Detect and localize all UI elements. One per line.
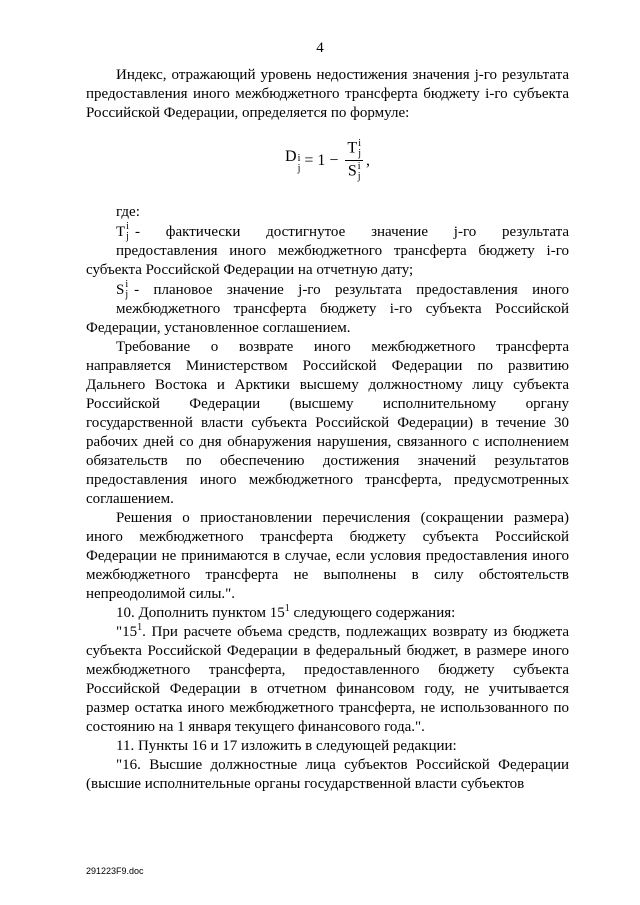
item-10-after: следующего содержания:: [289, 605, 456, 621]
formula-lhs-indices: [298, 154, 301, 174]
definition-S-line: [86, 280, 569, 300]
decisions-paragraph: Решения о приостановлении перечисления (сокращении размера) иного межбюджетного трансферта бюджету субъекта Российской Федерации не принимаются в случае, если условия предоставления иного межбюджетного трансферта не выполнены в силу обстоятельств непреодолимой силы.".: [86, 510, 569, 602]
formula-den-indices: [358, 162, 361, 182]
item-16-paragraph: "16. Высшие должностные лица субъектов Российской Федерации (высшие исполнительные органы государственной власти субъектов: [86, 757, 569, 792]
formula-tail: ,: [365, 151, 370, 169]
definition-S: [86, 280, 569, 338]
formula-numerator: [345, 139, 363, 161]
definition-T-indices: [126, 222, 129, 242]
formula-num-sup: i: [358, 137, 361, 149]
definition-S-first-line: - плановое значение j-го результата предоставления иного: [134, 281, 569, 298]
definition-S-letter: S: [116, 281, 125, 298]
formula-operator: = 1 −: [304, 151, 339, 169]
formula-lhs-symbol: D: [285, 147, 297, 165]
formula-num-symbol: T: [347, 139, 358, 157]
formula-den-sub: j: [357, 170, 361, 182]
item-15-before: "15: [116, 624, 138, 640]
item-15-1-paragraph: [86, 623, 569, 737]
formula-num-sub: j: [358, 147, 361, 159]
where-label: где:: [116, 204, 140, 220]
definition-T-sup: i: [126, 221, 129, 232]
item-10-sup: 1: [284, 603, 290, 614]
definition-S-rest: межбюджетного трансферта бюджету i-го субъекта Российской Федерации, установленное соглашением.: [86, 301, 569, 336]
definition-T-first-line: - фактически достигнутое значение j-го результата: [134, 223, 569, 240]
formula-lhs: [285, 147, 300, 174]
definition-T-line: [86, 222, 569, 242]
formula-den-symbol: S: [347, 162, 357, 180]
definition-T: [86, 222, 569, 280]
definition-S-sup: i: [125, 279, 129, 290]
definition-S-sub: j: [125, 289, 129, 300]
item-11-paragraph: 11. Пункты 16 и 17 изложить в следующей редакции:: [116, 738, 457, 754]
document-body: [86, 66, 569, 794]
definition-S-indices: [125, 280, 128, 300]
item-10-before: 10. Дополнить пунктом 15: [116, 605, 285, 621]
formula-denominator: [348, 161, 361, 182]
formula-num-indices: [358, 139, 361, 159]
formula-fraction: [345, 139, 363, 182]
file-footer: 291223F9.doc: [86, 866, 144, 876]
formula-den-sup: i: [357, 160, 361, 172]
item-10-paragraph: [86, 604, 569, 623]
formula-lhs-sup: i: [297, 152, 301, 164]
item-15-after: . При расчете объема средств, подлежащих возврату из бюджета субъекта Российской Федерации в федеральный бюджет, в размере иного межбюджетного трансферта, предоставленного бюджету субъекта Российской Федерации в отчетном финансовом году, не учитывается размер остатка иного межбюджетного трансферта, не использованного по состоянию на 1 января текущего финансового года.".: [86, 624, 569, 735]
index-formula: [86, 129, 569, 191]
definition-S-symbol: [116, 280, 128, 300]
definition-T-symbol: [116, 222, 129, 242]
requirement-paragraph: Требование о возврате иного межбюджетного трансферта направляется Министерством Российской Федерации по развитию Дальнего Востока и Арктики высшему должностному лицу субъекта Российской Федерации (высшему исполнительному органу государственной власти субъекта Российской Федерации) в течение 30 рабочих дней со дня обнаружения нарушения, связанного с исполнением обязательств по обеспечению достижения значений результатов предоставления иного межбюджетного трансферта, предусмотренных соглашением.: [86, 339, 569, 507]
item-15-sup: 1: [137, 622, 143, 633]
page-number: 4: [316, 40, 324, 56]
definition-T-sub: j: [126, 231, 129, 242]
formula-lhs-sub: j: [297, 162, 301, 174]
definition-T-letter: T: [116, 223, 126, 240]
definition-T-rest: предоставления иного межбюджетного трансферта бюджету i-го субъекта Российской Федерации на отчетную дату;: [86, 243, 569, 278]
intro-paragraph: Индекс, отражающий уровень недостижения значения j-го результата предоставления иного межбюджетного трансферта бюджету i-го субъекта Российской Федерации, определяется по формуле:: [86, 67, 569, 121]
